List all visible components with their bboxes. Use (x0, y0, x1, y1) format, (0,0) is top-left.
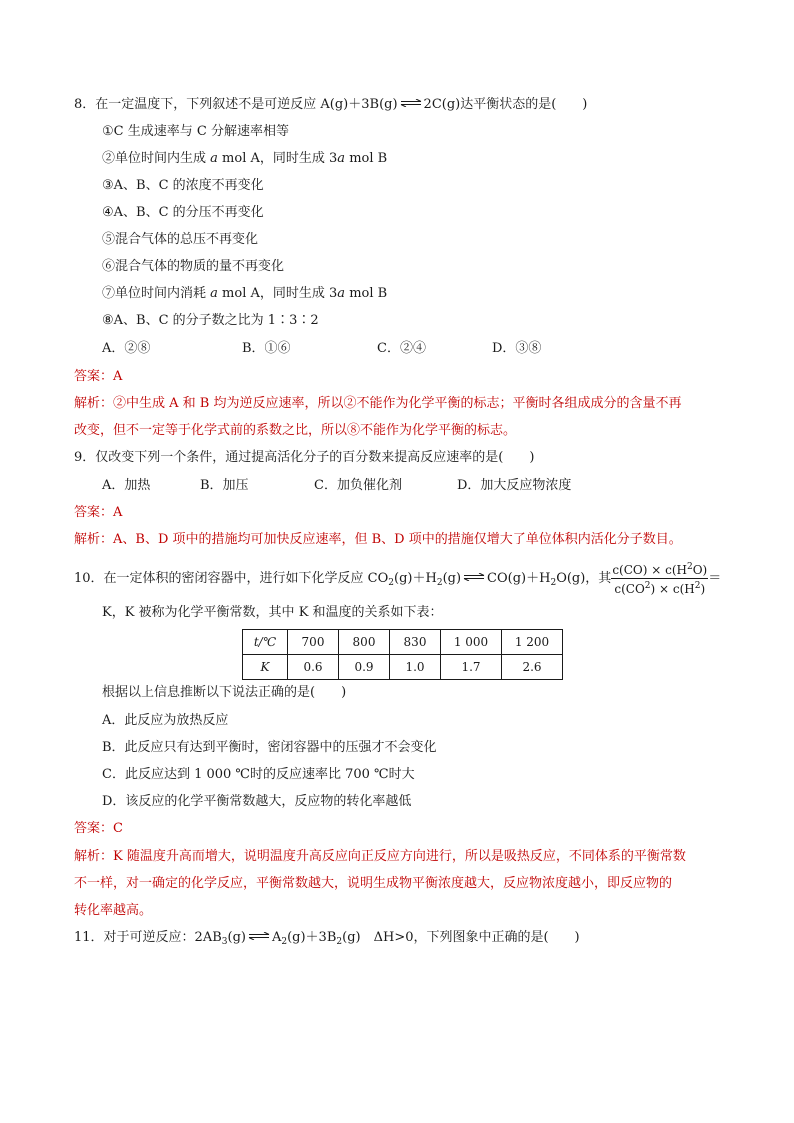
q10-analysis-line-2: 不一样，对一确定的化学反应，平衡常数越大，说明生成物平衡浓度越大，反应物浓度越小，即反应物的 (74, 876, 673, 891)
q10-answer: 答案：C (74, 821, 123, 836)
q10-prompt: 根据以上信息推断以下说法正确的是( ) (102, 685, 347, 700)
q8-option-c: C．②④ (377, 341, 426, 356)
q9-answer: 答案：A (74, 505, 123, 520)
table-header-temperature: t/℃ (243, 630, 288, 655)
q8-stem: 8．在一定温度下，下列叙述不是可逆反应 A(g)＋3B(g) 2C(g)达平衡状态的是( ) (74, 97, 588, 112)
table-cell: 700 (288, 630, 339, 655)
table-cell: 0.6 (288, 655, 339, 680)
q10-analysis-line-1: 解析：K 随温度升高而增大，说明温度升高反应向正反应方向进行，所以是吸热反应，不同体系的平衡常数 (74, 849, 686, 864)
table-cell: 1 000 (441, 630, 502, 655)
table-cell: 830 (390, 630, 441, 655)
q9-option-d: D．加大反应物浓度 (457, 478, 572, 493)
q8-item-6: ⑥混合气体的物质的量不再变化 (102, 259, 285, 274)
table-cell: 2.6 (502, 655, 563, 680)
q8-option-a: A．②⑧ (102, 341, 151, 356)
table-cell: 1.0 (390, 655, 441, 680)
table-cell: 800 (339, 630, 390, 655)
q9-stem: 9．仅改变下列一个条件，通过提高活化分子的百分数来提高反应速率的是( ) (74, 450, 535, 465)
q8-option-d: D．③⑧ (492, 341, 542, 356)
q8-item-4: ④A、B、C 的分压不再变化 (102, 205, 264, 220)
q8-analysis-line-2: 改变，但不一定等于化学式前的系数之比，所以⑧不能作为化学平衡的标志。 (74, 423, 517, 438)
q10-stem: 10．在一定体积的密闭容器中，进行如下化学反应 $CO_2(g)+H_2(g)$ $CO(g)+H_2O(g)$，其 $\frac{c(CO) \times c(H^2O)}{c(CO^2) \times c(H^2)}$ ＝ (74, 562, 722, 596)
table-row (243, 630, 563, 655)
q10-option-d: D．该反应的化学平衡常数越大，反应物的转化率越低 (102, 794, 412, 809)
q10-option-b: B．此反应只有达到平衡时，密闭容器中的压强才不会变化 (102, 740, 437, 755)
q8-analysis-line-1: 解析：②中生成 A 和 B 均为逆反应速率，所以②不能作为化学平衡的标志；平衡时各组成成分的含量不再 (74, 396, 682, 411)
q10-k-description: K，K 被称为化学平衡常数，其中 K 和温度的关系如下表： (102, 605, 443, 620)
table-cell: 0.9 (339, 655, 390, 680)
q9-analysis: 解析：A、B、D 项中的措施均可加快反应速率，但 B、D 项中的措施仅增大了单位体积内活化分子数目。 (74, 532, 682, 547)
q8-item-7: ⑦单位时间内消耗 a mol A，同时生成 3a mol B (102, 286, 388, 301)
q10-analysis-line-3: 转化率越高。 (74, 903, 153, 918)
table-cell: 1 200 (502, 630, 563, 655)
table-row (243, 655, 563, 680)
q11-stem: 11．对于可逆反应：$2AB_3(g)$ $A_2(g)+3B_2(g)$ ΔH>0，下列图象中正确的是( ) (74, 930, 580, 947)
temperature-k-table (242, 629, 563, 680)
equilibrium-constant-fraction: $\frac{c(CO) \times c(H^2O)}{c(CO^2) \times c(H^2)}$ (612, 562, 708, 596)
q8-answer: 答案：A (74, 369, 123, 384)
q8-option-b: B．①⑥ (242, 341, 291, 356)
q9-option-c: C．加负催化剂 (314, 478, 402, 493)
equilibrium-arrow-icon (463, 573, 485, 581)
q8-item-5: ⑤混合气体的总压不再变化 (102, 232, 259, 247)
equilibrium-arrow-icon (248, 932, 270, 940)
q9-option-a: A．加热 (102, 478, 151, 493)
q8-item-3: ③A、B、C 的浓度不再变化 (102, 178, 264, 193)
q10-option-c: C．此反应达到 1 000 ℃时的反应速率比 700 ℃时大 (102, 767, 415, 782)
q9-option-b: B．加压 (200, 478, 249, 493)
equilibrium-arrow-icon (400, 99, 422, 107)
q10-option-a: A．此反应为放热反应 (102, 713, 229, 728)
table-header-k: K (243, 655, 288, 680)
table-cell: 1.7 (441, 655, 502, 680)
q8-item-8: ⑧A、B、C 的分子数之比为 1∶3∶2 (102, 313, 319, 328)
q8-item-1: ①C 生成速率与 C 分解速率相等 (102, 124, 289, 139)
q8-item-2: ②单位时间内生成 a mol A，同时生成 3a mol B (102, 151, 388, 166)
